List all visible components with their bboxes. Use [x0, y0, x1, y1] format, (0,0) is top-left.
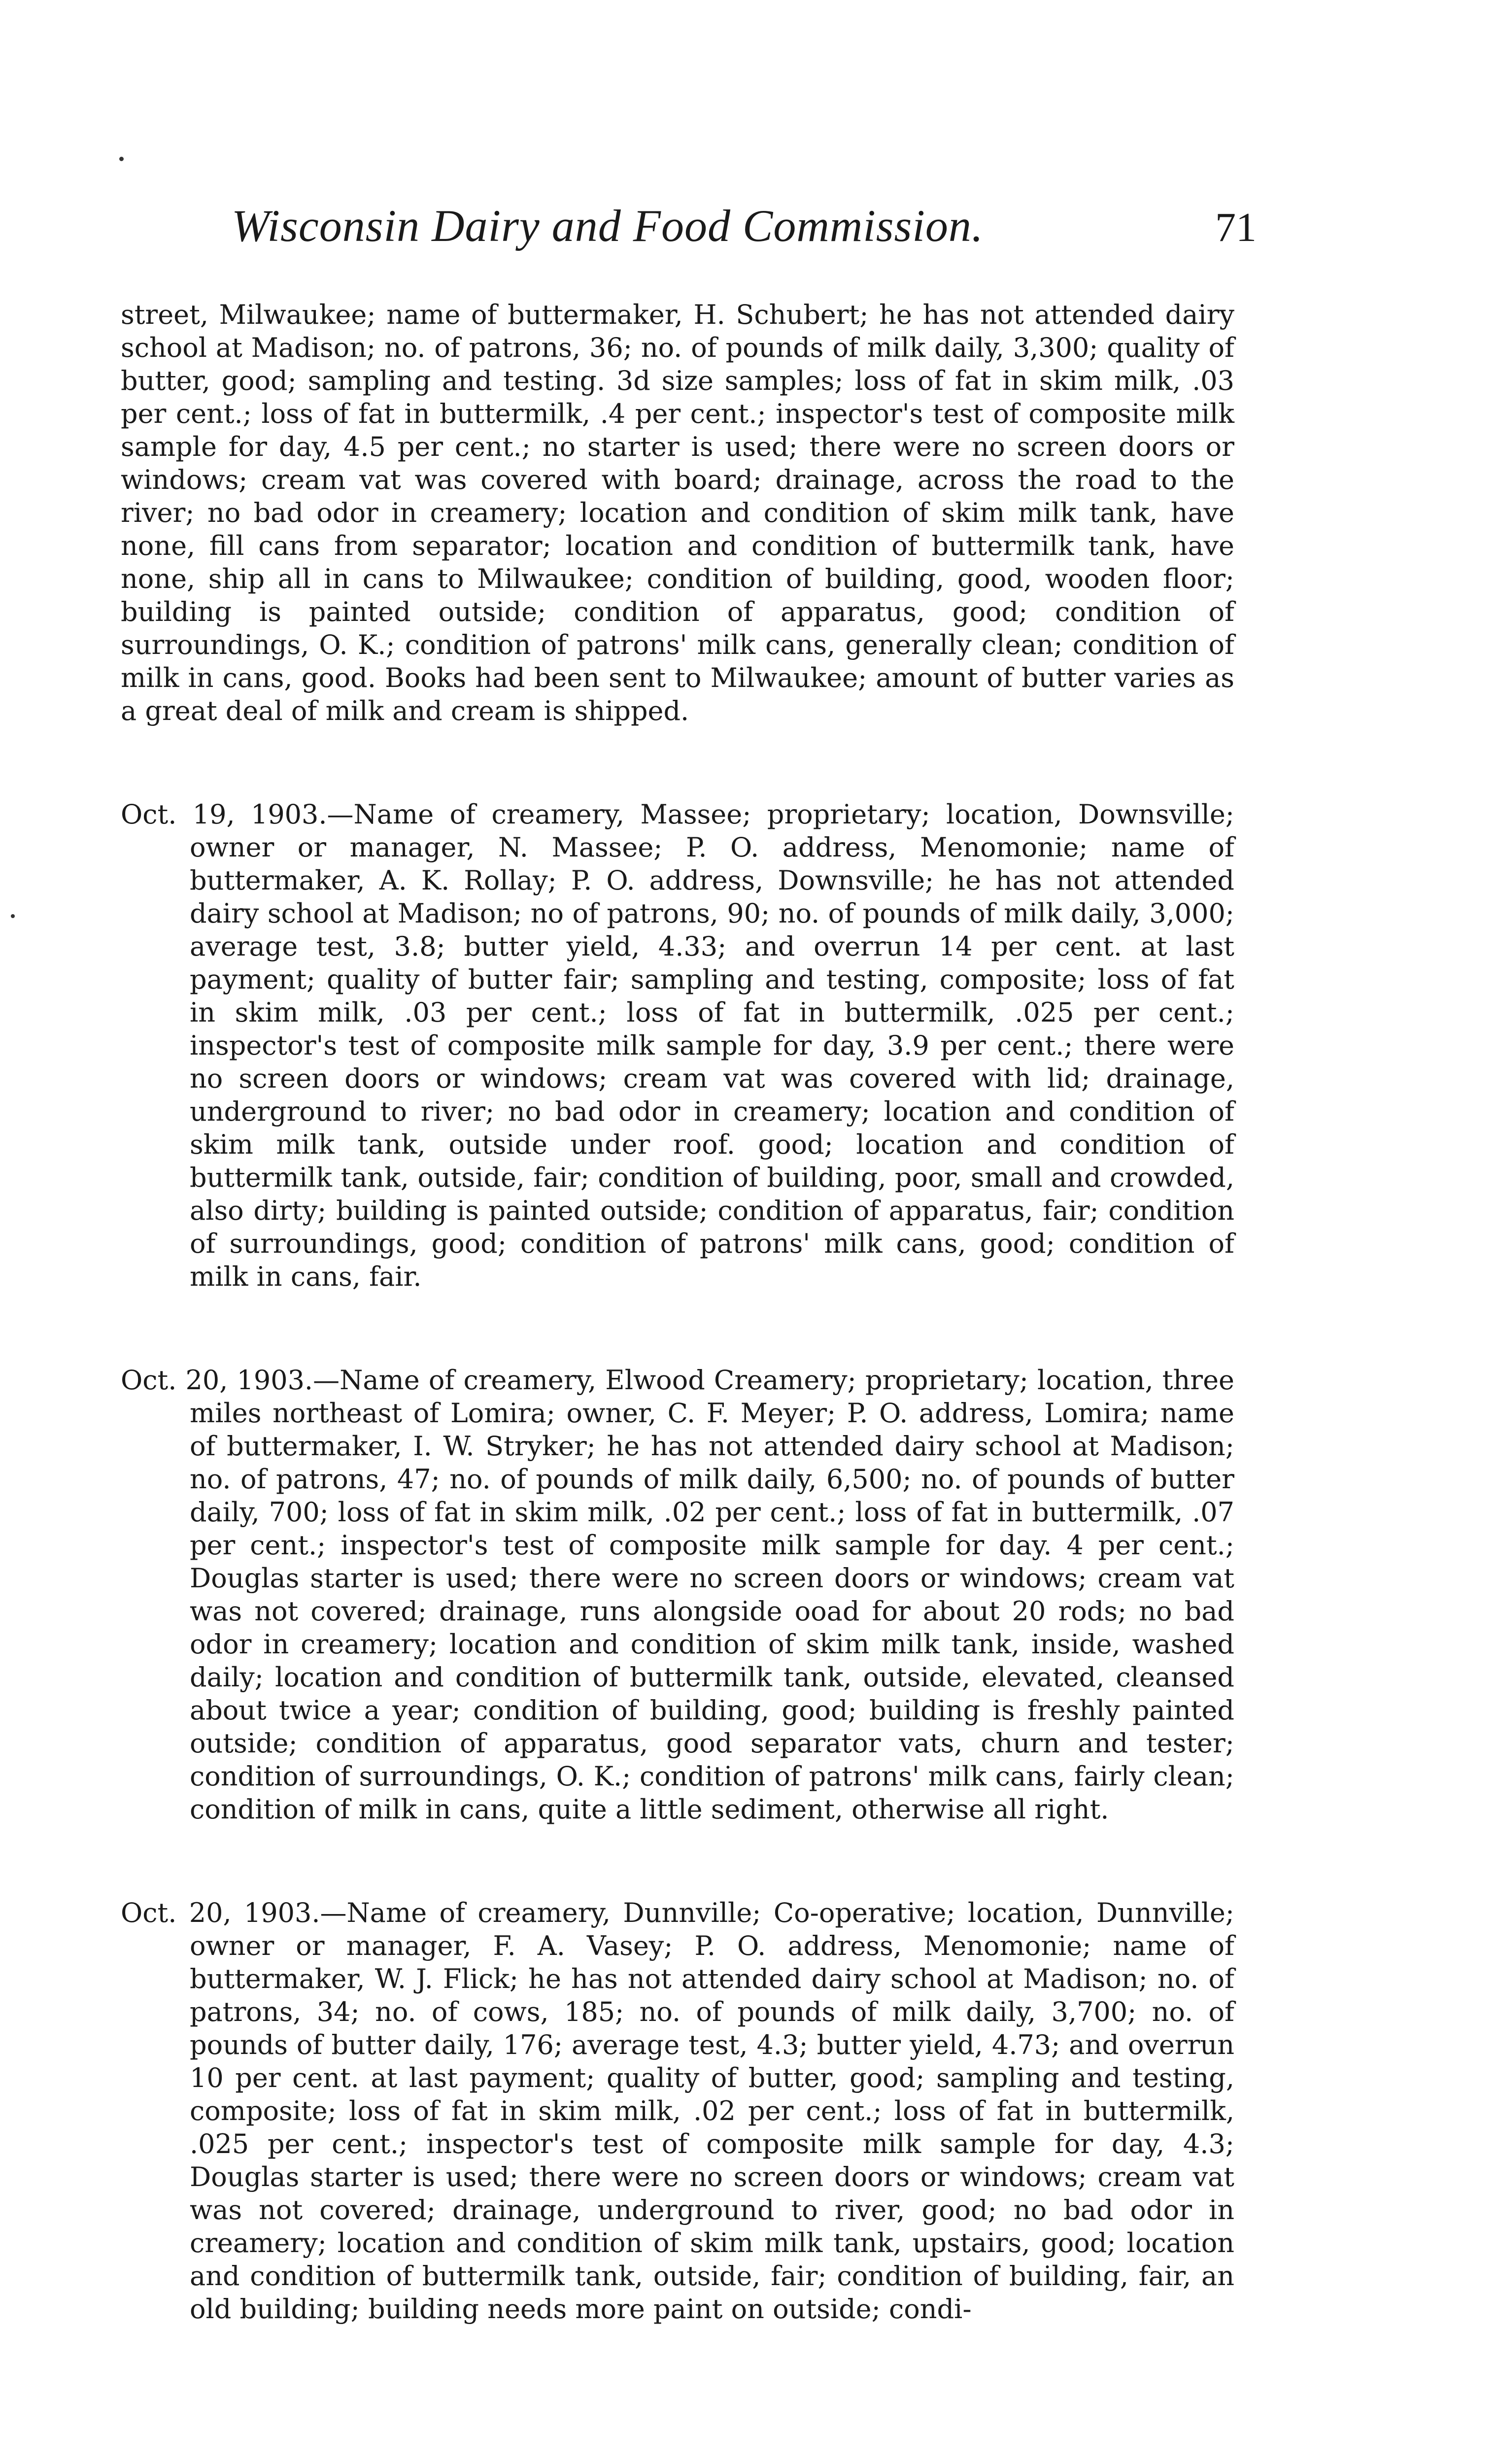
scan-speck — [119, 157, 124, 161]
scan-speck — [11, 914, 15, 918]
paragraph-entry-oct-20-dunnville: Oct. 20, 1903.—Name of creamery, Dunnville; Co-operative; location, Dunnville; owner or manager, F. A. Vasey; P. O. address, Menomonie; name of buttermaker, W. J. Flick; he has not attended dairy school at Madison; no. of patrons, 34; no. of cows, 185; no. of pounds of milk daily, 3,700; no. of pounds of butter daily, 176; average test, 4.3; butter yield, 4.73; and overrun 10 per cent. at last payment; quality of butter, good; sampling and testing, composite; loss of fat in skim milk, .02 per cent.; loss of fat in buttermilk, .025 per cent.; inspector's test of composite milk sample for day, 4.3; Douglas starter is used; there were no screen doors or windows; cream vat was not covered; drainage, underground to river, good; no bad odor in creamery; location and condition of skim milk tank, upstairs, good; location and condition of buttermilk tank, outside, fair; condition of building, fair, an old building; building needs more paint on outside; condi- — [121, 1897, 1234, 2325]
page-number: 71 — [1215, 205, 1257, 250]
paragraph-entry-oct-20-elwood: Oct. 20, 1903.—Name of creamery, Elwood Creamery; proprietary; location, three miles northeast of Lomira; owner, C. F. Meyer; P. O. address, Lomira; name of buttermaker, I. W. Stryker; he has not attended dairy school at Madison; no. of patrons, 47; no. of pounds of milk daily, 6,500; no. of pounds of butter daily, 700; loss of fat in skim milk, .02 per cent.; loss of fat in buttermilk, .07 per cent.; inspector's test of composite milk sample for day. 4 per cent.; Douglas starter is used; there were no screen doors or windows; cream vat was not covered; drainage, runs alongside ooad for about 20 rods; no bad odor in creamery; location and condition of skim milk tank, inside, washed daily; location and condition of buttermilk tank, outside, elevated, cleansed about twice a year; condition of building, good; building is freshly painted outside; condition of apparatus, good separator vats, churn and tester; condition of surroundings, O. K.; condition of patrons' milk cans, fairly clean; condition of milk in cans, quite a little sediment, otherwise all right. — [121, 1365, 1234, 1825]
body-text — [121, 298, 1234, 2326]
page-header — [123, 195, 1257, 259]
paragraph-entry-oct-19: Oct. 19, 1903.—Name of creamery, Massee; proprietary; location, Downsville; owner or manager, N. Massee; P. O. address, Menomonie; name of buttermaker, A. K. Rollay; P. O. address, Downsville; he has not attended dairy school at Madison; no of patrons, 90; no. of pounds of milk daily, 3,000; average test, 3.8; butter yield, 4.33; and overrun 14 per cent. at last payment; quality of butter fair; sampling and testing, composite; loss of fat in skim milk, .03 per cent.; loss of fat in buttermilk, .025 per cent.; inspector's test of composite milk sample for day, 3.9 per cent.; there were no screen doors or windows; cream vat was covered with lid; drainage, underground to river; no bad odor in creamery; location and condition of skim milk tank, outside under roof. good; location and condition of buttermilk tank, outside, fair; condition of building, poor, small and crowded, also dirty; building is painted outside; condition of apparatus, fair; condition of surroundings, good; condition of patrons' milk cans, good; condition of milk in cans, fair. — [121, 799, 1234, 1292]
paragraph-continuation: street, Milwaukee; name of buttermaker, H. Schubert; he has not attended dairy school at Madison; no. of patrons, 36; no. of pounds of milk daily, 3,300; quality of butter, good; sampling and testing. 3d size samples; loss of fat in skim milk, .03 per cent.; loss of fat in buttermilk, .4 per cent.; inspector's test of composite milk sample for day, 4.5 per cent.; no starter is used; there were no screen doors or windows; cream vat was covered with board; drainage, across the road to the river; no bad odor in creamery; location and condition of skim milk tank, have none, fill cans from separator; location and condition of buttermilk tank, have none, ship all in cans to Milwaukee; condition of building, good, wooden floor; building is painted outside; condition of apparatus, good; condition of surroundings, O. K.; condition of patrons' milk cans, generally clean; condition of milk in cans, good. Books had been sent to Milwaukee; amount of butter varies as a great deal of milk and cream is shipped. — [121, 299, 1234, 726]
running-title: Wisconsin Dairy and Food Commission. — [232, 201, 984, 251]
